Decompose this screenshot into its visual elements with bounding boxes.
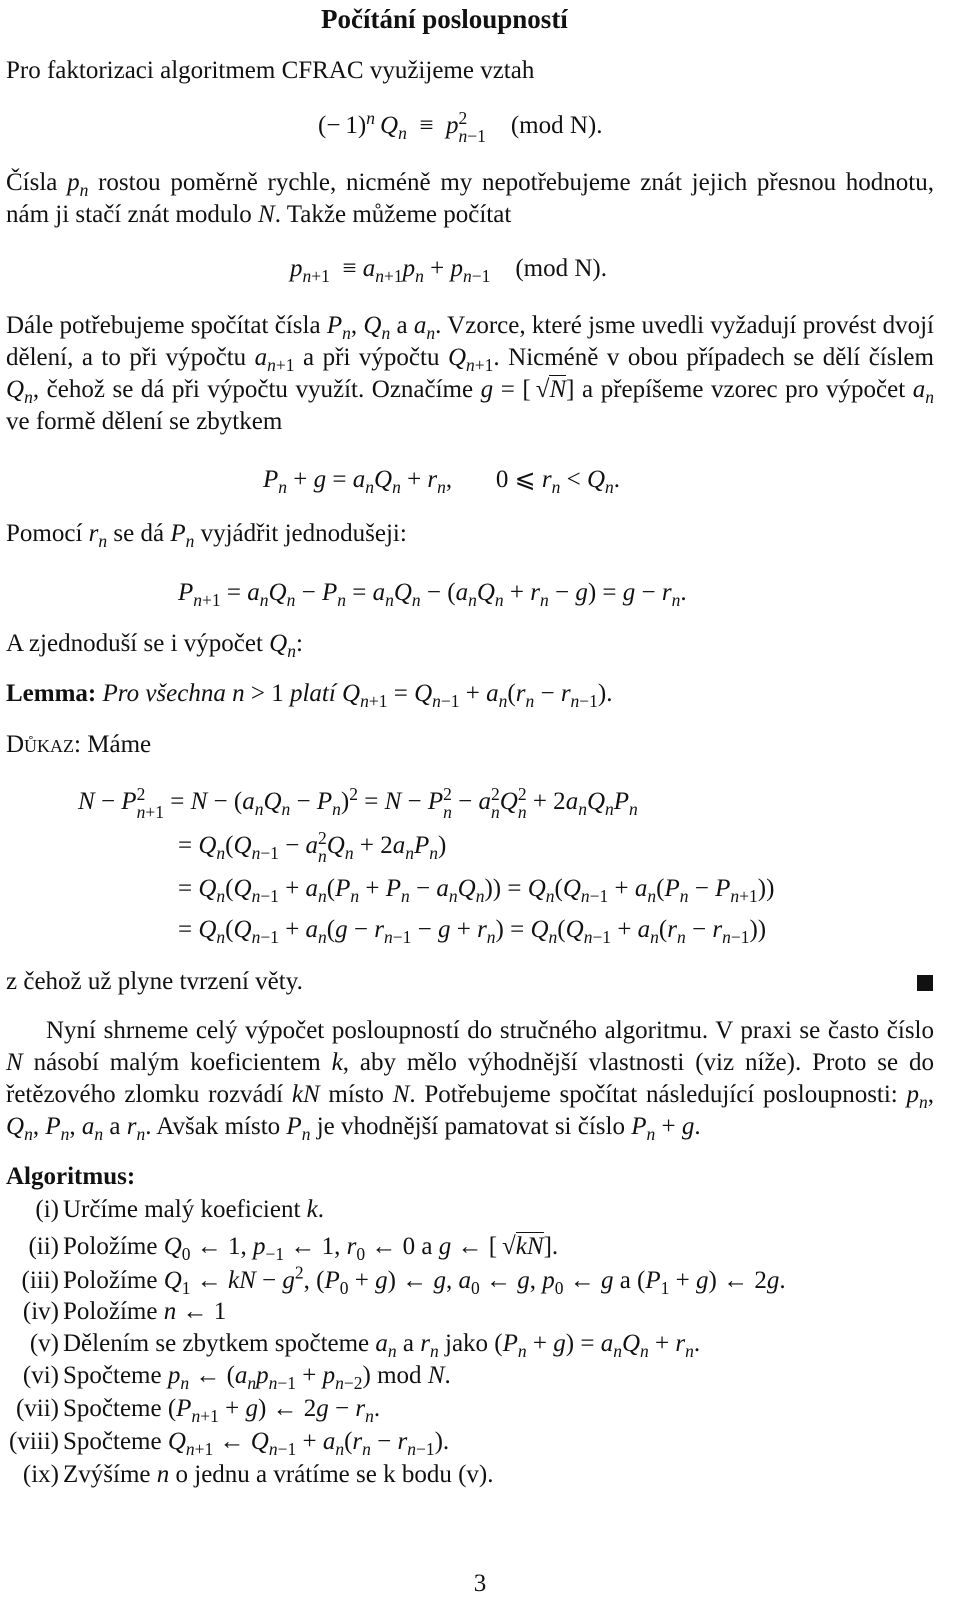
algorithm-step: (ii) Položíme $Q_0$ ← 1, $p_{-1}$ ← 1, $r_0$ ← 0 a g ← [ √kN]. <box>28 1233 559 1264</box>
equation-cfrac-relation: (− 1)$^n$ $Q_n \equiv p$ 2 n−1 (mod N). <box>318 107 603 146</box>
algorithm-step: (ix) Zvýšíme n o jednu a vrátíme se k bodu (v). <box>22 1461 494 1488</box>
intro-text: Pro faktorizaci algoritmem CFRAC využijeme vztah <box>6 57 535 84</box>
algorithm-step: (vii) Spočteme $(P_{n+1} + g)$ ← $2g - r_n$. <box>15 1395 381 1426</box>
paragraph-division: Dále potřebujeme spočítat čísla $P_n$, $Q_n$ a $a_n$. Vzorce, které jsme uvedli vyžadují provést dvojí dělení, a to při výpočtu $a_{n+1}$ a při výpočtu $Q_{n+1}$. Nicméně v obou případech se dělí číslem $Q_n$, čehož se dá při výpočtu využít. Označíme g = [ √N] a přepíšeme vzorec pro výpočet $a_n$ ve formě dělení se zbytkem <box>6 312 935 435</box>
proof-label: Důkaz: <box>6 731 81 758</box>
equation-division-remainder: $P_n + g = a_nQ_n + r_n$, 0 ⩽ $r_n < Q_n$. <box>263 466 621 497</box>
equation-mod: (mod N). <box>510 112 603 140</box>
equation-pn-recurrence: $p_{n+1} \equiv a_{n+1}p_n + p_{n-1}$ (mod N). <box>290 255 607 286</box>
proof-end: z čehož už plyne tvrzení věty. <box>6 968 303 995</box>
proof-heading <box>6 729 151 761</box>
zjednodusi-text: A zjednoduší se i výpočet $Q_n$: <box>6 630 303 661</box>
qed-square-icon <box>917 975 933 991</box>
proof-line-1: N − P 2 n+1 = $N - (a_nQ_n - P_n)^2 = N - P$ 2 n − a 2 n Q 2 n + $2a_nQ_nP_n$ <box>78 783 638 822</box>
proof-line-4: = $Q_n(Q_{n-1} + a_n(g - r_{n-1} - g + r_n) = Q_n(Q_{n-1} + a_n(r_n - r_{n-1}))$ <box>178 916 767 947</box>
algorithm-label: Algoritmus: <box>6 1163 136 1190</box>
algorithm-step: (iv) Položíme n ← 1 <box>22 1298 227 1325</box>
algorithm-step: (v) Dělením se zbytkem spočteme $a_n$ a $r_n$ jako $(P_n + g) = a_nQ_n + r_n$. <box>29 1330 701 1361</box>
proof-line-2: = $Q_n(Q_{n-1} - a$ 2 n $Q_n + 2a_nP_n$) <box>178 828 447 866</box>
algorithm-step: (viii) Spočteme $Q_{n+1}$ ← $Q_{n-1} + a_n(r_n - r_{n-1})$. <box>9 1428 450 1459</box>
proof-line-3: = $Q_n(Q_{n-1} + a_n(P_n + P_n - a_nQ_n)) = Q_n(Q_{n-1} + a_n(P_n - P_{n+1}))$ <box>178 875 775 906</box>
equation-P-simplified: $P_{n+1} = a_nQ_n - P_n = a_nQ_n - (a_nQ_n + r_n - g) = g - r_n$. <box>178 579 687 610</box>
proof-intro: Máme <box>87 731 152 758</box>
page-number: 3 <box>473 1570 487 1597</box>
lemma: Lemma: Pro všechna n > 1 platí $Q_{n+1} = Q_{n-1} + a_n(r_n - r_{n-1})$. <box>6 680 613 711</box>
lemma-label: Lemma: <box>6 680 97 707</box>
algorithm-step: (iii) Položíme $Q_1$ ← kN − $g^2$, $(P_0 + g)$ ← g, $a_0$ ← g, $p_0$ ← g a $(P_1 + g)$ ← 2g. <box>21 1262 786 1298</box>
equation-mod: (mod N). <box>515 255 607 282</box>
paragraph-summary: Nyní shrneme celý výpočet posloupností do stručného algoritmu. V praxi se často číslo N násobí malým koeficientem k, aby mělo výhodnější vlastnosti (viz níže). Proto se do řetězového zlomku rozvádí kN místo N. Potřebujeme spočítat následující posloupnosti: $p_n$, $Q_n$, $P_n$, $a_n$ a $r_n$. Avšak místo $P_n$ je vhodnější pamatovat si číslo $P_n + g$. <box>6 1017 935 1144</box>
pomoci-text: Pomocí $r_n$ se dá $P_n$ vyjádřit jednodušeji: <box>6 520 407 551</box>
paragraph-pn-growth: Čísla $p_n$ rostou poměrně rychle, nicméně my nepotřebujeme znát jejich přesnou hodnotu, nám ji stačí znát modulo N. Takže můžeme počítat <box>6 169 934 228</box>
section-title: Počítání posloupností <box>321 4 568 34</box>
algorithm-step: (vi) Spočteme $p_n$ ← $(a_np_{n-1} + p_{n-2})$ mod N. <box>22 1362 451 1393</box>
algorithm-step: (i) Určíme malý koeficient k. <box>35 1196 325 1223</box>
